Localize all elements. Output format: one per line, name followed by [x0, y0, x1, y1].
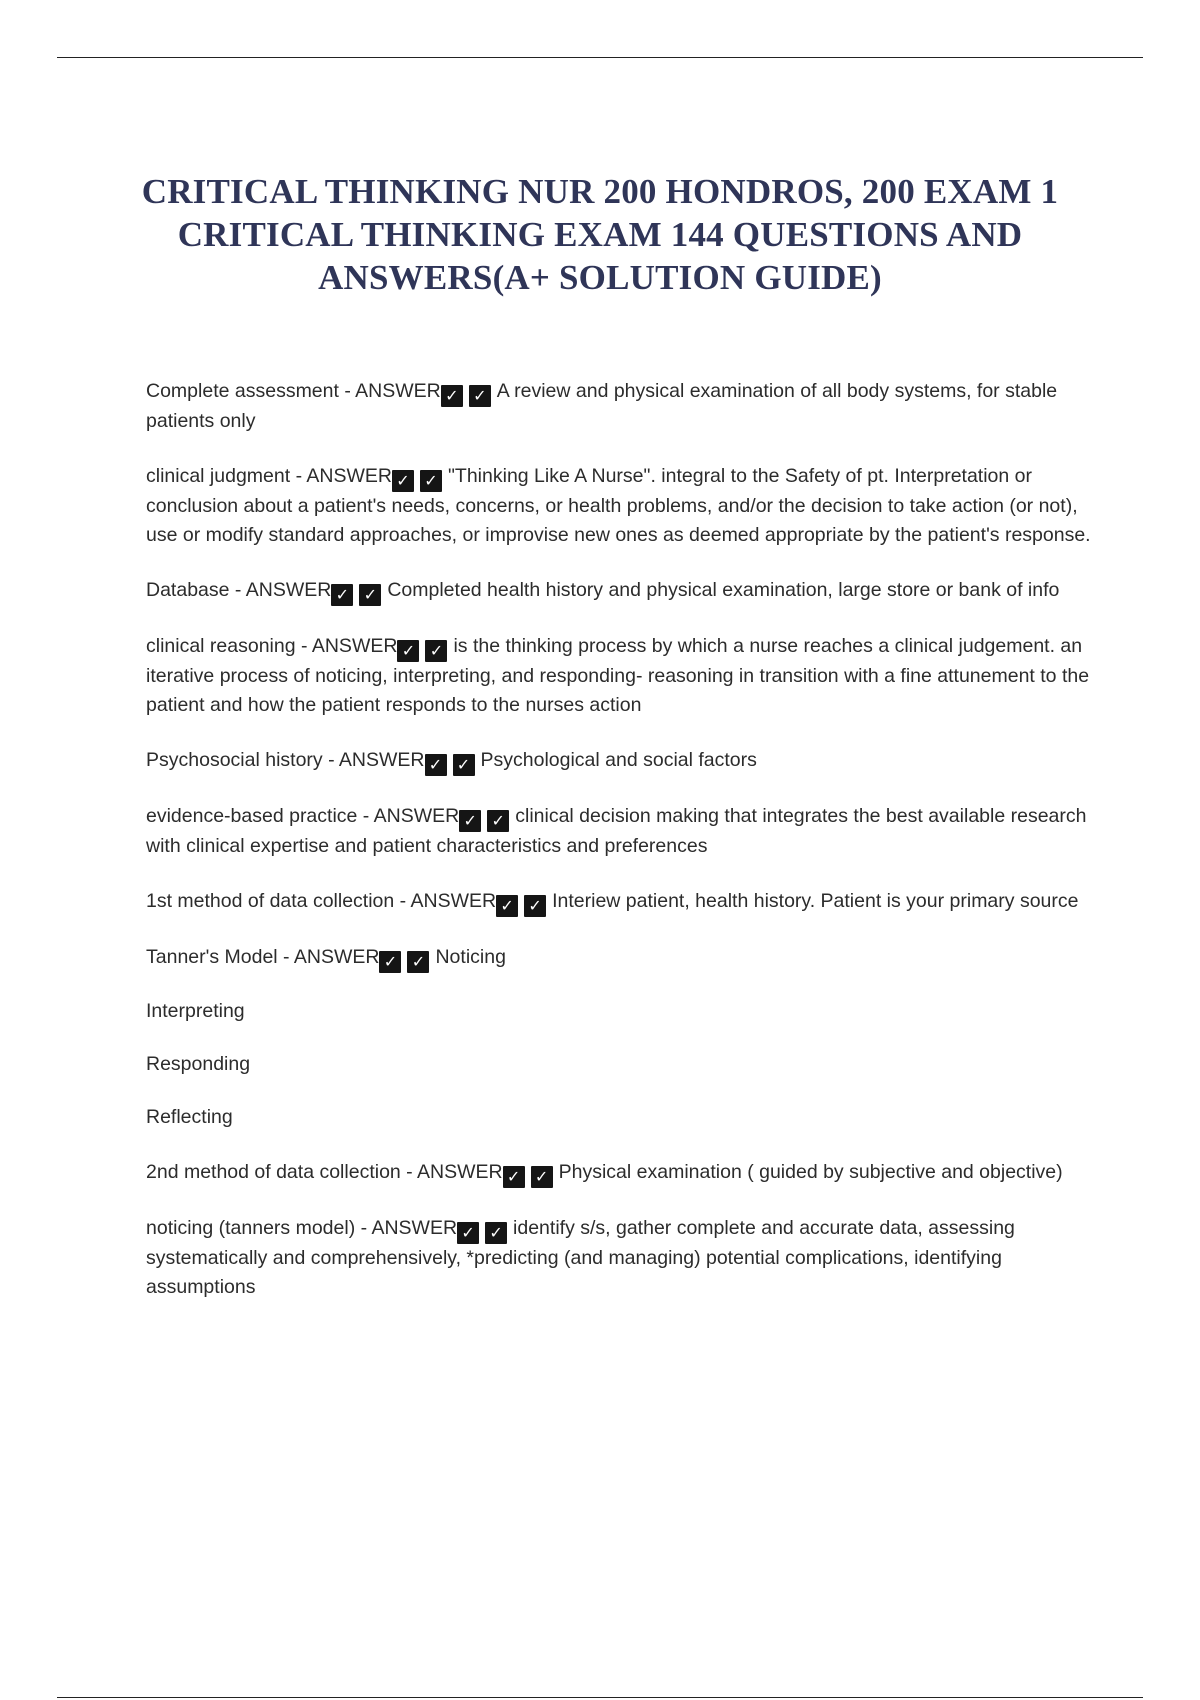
answer-separator: - ANSWER	[229, 579, 332, 601]
checkmark-icon: ✓	[487, 810, 509, 832]
bottom-rule	[57, 1697, 1143, 1698]
entry-answer: Interiew patient, health history. Patient is your primary source	[552, 890, 1079, 912]
answer-separator: - ANSWER	[355, 1217, 458, 1239]
entry-term: Complete assessment	[146, 380, 339, 402]
checkmark-icon: ✓	[453, 754, 475, 776]
qa-entry	[146, 1214, 1091, 1302]
checkmark-icon: ✓	[469, 385, 491, 407]
entry-answer: clinical decision making that integrates the best available research with clinical expertise and patient characteristics and preferences	[146, 805, 1087, 857]
checkmark-icon: ✓	[379, 951, 401, 973]
answer-separator: - ANSWER	[394, 890, 497, 912]
answer-separator: - ANSWER	[357, 805, 460, 827]
qa-entry	[146, 576, 1091, 606]
entry-answer: Psychological and social factors	[480, 749, 757, 771]
entry-term: Psychosocial history	[146, 749, 323, 771]
qa-entry	[146, 377, 1091, 436]
checkmark-icon: ✓	[457, 1222, 479, 1244]
entry-term: 2nd method of data collection	[146, 1161, 401, 1183]
tanner-step: Responding	[146, 1053, 251, 1075]
answer-separator: - ANSWER	[338, 380, 441, 402]
answer-separator: - ANSWER	[290, 465, 392, 487]
checkmark-icon: ✓	[397, 640, 419, 662]
entry-term: evidence-based practice	[146, 805, 358, 827]
entry-answer: identify s/s, gather complete and accurate data, assessing systematically and comprehensively, *predicting (and managing) potential complications, identifying assumptions	[146, 1217, 1015, 1298]
entry-term: 1st method of data collection	[146, 890, 395, 912]
tanner-step: Interpreting	[146, 1000, 245, 1022]
entry-term: clinical reasoning	[146, 635, 296, 657]
entry-term: Tanner's Model	[146, 946, 278, 968]
checkmark-icon: ✓	[459, 810, 481, 832]
qa-entry	[146, 1158, 1091, 1188]
entry-answer: Noticing	[435, 946, 506, 968]
checkmark-icon: ✓	[407, 951, 429, 973]
checkmark-icon: ✓	[496, 895, 518, 917]
qa-entry	[146, 943, 1091, 973]
entry-answer: Completed health history and physical examination, large store or bank of info	[387, 579, 1060, 601]
qa-entry	[146, 746, 1091, 776]
answer-separator: - ANSWER	[295, 635, 398, 657]
checkmark-icon: ✓	[425, 640, 447, 662]
entry-answer: Physical examination ( guided by subjective and objective)	[558, 1161, 1063, 1183]
answer-separator: - ANSWER	[277, 946, 380, 968]
checkmark-icon: ✓	[485, 1222, 507, 1244]
entry-answer: is the thinking process by which a nurse reaches a clinical judgement. an iterative process of noticing, interpreting, and responding- reasoning in transition with a fine attunement to the patient and how the patient responds to the nurses action	[146, 635, 1090, 716]
checkmark-icon: ✓	[441, 385, 463, 407]
answer-separator: - ANSWER	[322, 749, 425, 771]
checkmark-icon: ✓	[331, 584, 353, 606]
qa-entry	[146, 632, 1091, 720]
entry-answer: A review and physical examination of all body systems, for stable patients only	[146, 380, 1058, 432]
entry-term: noticing (tanners model)	[146, 1217, 356, 1239]
checkmark-icon: ✓	[425, 754, 447, 776]
checkmark-icon: ✓	[503, 1166, 525, 1188]
checkmark-icon: ✓	[531, 1166, 553, 1188]
answer-separator: - ANSWER	[400, 1161, 503, 1183]
entry-term: clinical judgment	[146, 465, 291, 487]
checkmark-icon: ✓	[524, 895, 546, 917]
qa-entry	[146, 462, 1091, 550]
checkmark-icon: ✓	[392, 470, 414, 492]
entry-term: Database	[146, 579, 230, 601]
document-title: CRITICAL THINKING NUR 200 HONDROS, 200 EXAM 1 CRITICAL THINKING EXAM 144 QUESTIONS AND ANSWERS(A+ SOLUTION GUIDE)	[141, 172, 1059, 297]
qa-entry	[146, 802, 1091, 861]
qa-entry	[146, 887, 1091, 917]
qa-list	[146, 377, 1091, 1328]
entry-answer: "Thinking Like A Nurse". integral to the Safety of pt. Interpretation or conclusion about a patient's needs, concerns, or health problems, and/or the decision to take action (or not), use or modify standard approaches, or improvise new ones as deemed appropriate by the patient's response.	[146, 465, 1091, 546]
top-rule	[57, 57, 1143, 58]
tanner-step: Reflecting	[146, 1106, 233, 1128]
checkmark-icon: ✓	[359, 584, 381, 606]
checkmark-icon: ✓	[420, 470, 442, 492]
